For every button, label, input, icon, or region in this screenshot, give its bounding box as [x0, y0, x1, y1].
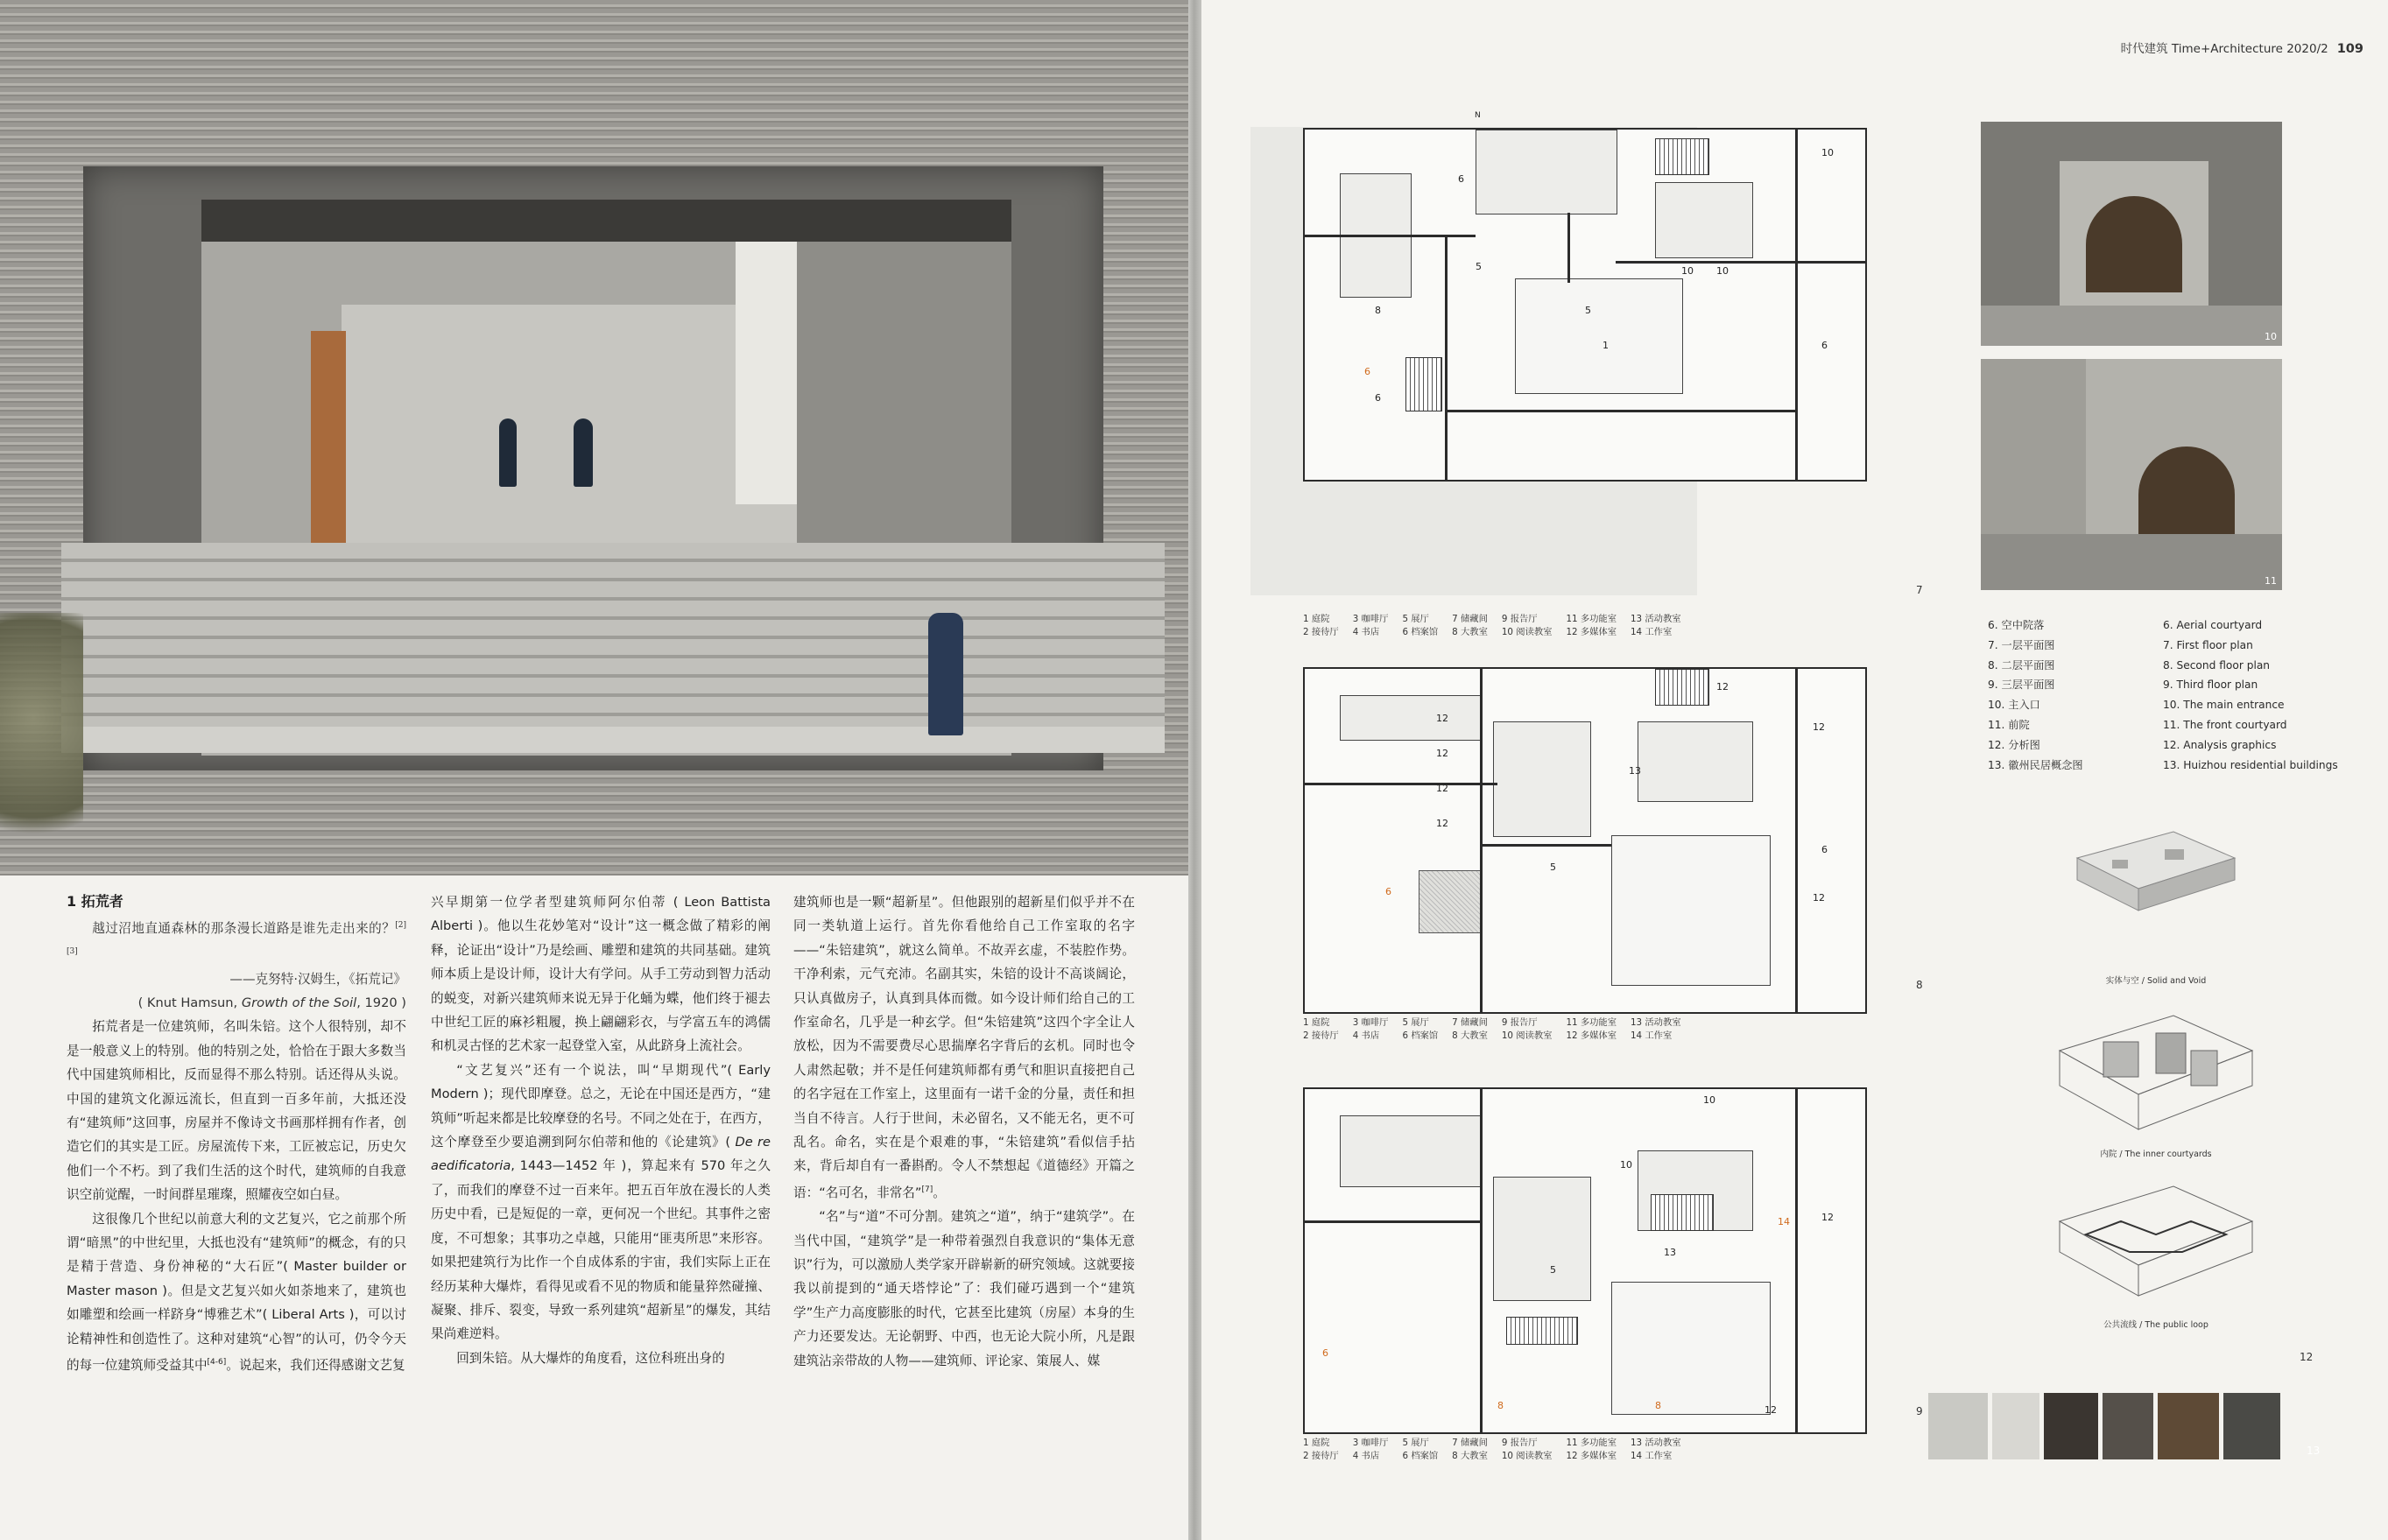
paragraph: “文艺复兴”还有一个说法，叫“早期现代”( Early Modern )；现代即摩登。总之，无论在中国还是西方，“建筑师”听起来都是比较摩登的名号。不同之处在于，在西方，这个摩登至少要追溯到阿尔伯蒂和他的《论建筑》( De re aedificatoria, 1443—1452 年 )，算起来有 570 年之久了，而我们的摩登不过一百来年。把五百年放在漫长的人类历史中看，已是短促的一章，更何况一个世纪。其事件之密度，不可想象；其事功之卓越，只能用“匪夷所思”来形容。如果把建筑行为比作一个自成体系的宇宙，我们实际上正在经历某种大爆炸，看得见或看不见的物质和能量猝然碰撞、凝聚、排斥、裂变，导致一系列建筑“超新星”的爆发，其结果尚难逆料。	[431, 1062, 771, 1342]
paragraph: 这很像几个世纪以前意大利的文艺复兴，它之前那个所谓“暗黑”的中世纪里，大抵也没有“建筑师”的概念，有的只是精于营造、身份神秘的“大石匠”( Master builder or Master mason )。但是文艺复兴如火如荼地来了，建筑也如雕塑和绘画一样跻身“博雅艺术”( Liberal Arts )，可以讨论精神性和创造性了。这种对建筑“心智”的认可，仍令今天的每一位建筑师受益其中[4-6]。说起来，我们还得感谢文艺复	[67, 1211, 406, 1373]
plan-9-legend-tail: 13 活动教室 14 工作室	[1631, 1438, 1681, 1461]
person-silhouette	[574, 418, 593, 487]
plan-7-legend-tail: 13 活动教室 14 工作室	[1631, 614, 1681, 637]
figure-number-7: 7	[1916, 584, 1923, 596]
text-column-2	[431, 890, 771, 1370]
epigraph-attribution: ——克努特·汉姆生，《拓荒记》	[229, 971, 406, 987]
bamboo-plant	[0, 613, 83, 875]
third-floor-plan: 10 10 13 14 12 5 6 8 8 12	[1303, 1087, 1867, 1434]
iso-caption-inner-courtyards: 内院 / The inner courtyards	[2100, 1150, 2212, 1159]
first-floor-plan: 8 6 5 1 5 10 10 10 6 6 6	[1303, 128, 1867, 482]
museum-photo-pioneer	[0, 0, 1188, 875]
plan-9-legend: 1 庭院 3 咖啡厅 5 展厅 7 储藏间 9 报告厅 11 多功能室 2 接待厅 4 书店 6 档案馆 8 大教室 10 阅读教室 12 多媒体室	[1303, 1438, 1617, 1461]
iso-solid-void	[2060, 823, 2252, 919]
iso-inner-courtyards	[2051, 998, 2261, 1138]
north-arrow-label: N	[1475, 111, 1481, 120]
stepped-terrace	[61, 543, 1165, 753]
huizhou-photo-5	[2158, 1393, 2219, 1459]
paragraph: 建筑师也是一颗“超新星”。但他跟别的超新星们似乎并不在同一类轨道上运行。首先你看他给自己工作室取的名字——“朱锫建筑”，就这么简单。不故弄玄虚，不装腔作势。干净利索，元气充沛。名副其实，朱锫的设计不高谈阔论，只认真做房子，认真到具体而微。如今设计师们给自己的工作室命名，几乎是一种玄学。但“朱锫建筑”这四个字全让人放松，因为不需要费尽心思揣摩名字背后的玄机。同时也令人肃然起敬；并不是任何建筑师都有勇气和胆识直接把自己的名字冠在工作室上，这里面有一诺千金的分量，责任和担当自不待言。人行于世间，未必留名，又不能无名，更不可乱名。命名，实在是个艰难的事，“朱锫建筑”看似信手拈来，背后却自有一番斟酌。令人不禁想起《道德经》开篇之语：“名可名，非常名”[7]。	[793, 895, 1135, 1200]
figure-number-9: 9	[1916, 1405, 1923, 1417]
book-gutter	[1188, 0, 1201, 1540]
iso-caption-solid-void: 实体与空 / Solid and Void	[2105, 976, 2207, 986]
figure-caption-1: 1 拓荒者	[67, 893, 123, 910]
figure-number-8: 8	[1916, 979, 1923, 991]
iso-caption-public-loop: 公共流线 / The public loop	[2103, 1320, 2208, 1330]
captions-english: 6. Aerial courtyard 7. First floor plan 8. Second floor plan 9. Third floor plan 10. The main entrance 11. The front courtyard 12. Analysis graphics 13. Huizhou residential buildings	[2163, 619, 2338, 771]
huizhou-photo-1	[1928, 1393, 1988, 1459]
left-page	[0, 0, 1188, 1540]
huizhou-photo-4	[2103, 1393, 2153, 1459]
paragraph: “名”与“道”不可分割。建筑之“道”，纳于“建筑学”。在当代中国，“建筑学”是一种带着强烈自我意识的“集体无意识”行为，可以激励人类学家开辟崭新的研究领域。这就要接我以前提到的“通天塔悖论”了：我们碰巧遇到一个“建筑学”生产力高度膨胀的时代，它甚至比建筑（房屋）本身的生产力还要发达。无论朝野、中西，也无论大院小所，凡是跟建筑沾亲带故的人物——建筑师、评论家、策展人、媒	[793, 1209, 1135, 1368]
huizhou-photo-6	[2223, 1393, 2280, 1459]
paragraph: 回到朱锫。从大爆炸的角度看，这位科班出身的	[456, 1350, 725, 1366]
huizhou-photo-2	[1992, 1393, 2039, 1459]
text-column-3	[793, 890, 1135, 1373]
figure-number-12: 12	[2300, 1351, 2314, 1363]
captions-chinese: 6. 空中院落 7. 一层平面图 8. 二层平面图 9. 三层平面图 10. 主入口 11. 前院 12. 分析图 13. 徽州民居概念图	[1988, 619, 2083, 771]
text-column-1	[67, 914, 406, 1377]
paragraph: 拓荒者是一位建筑师，名叫朱锫。这个人很特别，却不是一般意义上的特别。他的特别之处，恰恰在于跟大多数当代中国建筑师相比，反而显得不那么特别。话还得从头说。中国的建筑文化源远流长，但直到一百多年前，大抵还没有“建筑师”这回事，房屋并不像诗文书画那样拥有作者，创造它们的其实是工匠。房屋流传下来，工匠被忘记，历史欠他们一个不朽。到了我们生活的这个时代，建筑师的自我意识空前觉醒，一时间群星璀璨，照耀夜空如白昼。	[67, 1019, 406, 1203]
photo-main-entrance: 10	[1981, 122, 2282, 346]
iso-public-loop	[2051, 1173, 2261, 1304]
epigraph-source: ( Knut Hamsun, Growth of the Soil, 1920 )	[137, 995, 406, 1010]
photo-front-courtyard: 11	[1981, 359, 2282, 590]
paragraph: 兴早期第一位学者型建筑师阿尔伯蒂 ( Leon Battista Alberti )。他以生花妙笔对“设计”这一概念做了精彩的阐释，论证出“设计”乃是绘画、雕塑和建筑的共同基础。建筑师本质上是设计师，设计大有学问。从手工劳动到智力活动的蜕变，对新兴建筑师来说无异于化蛹为蝶，他们终于褪去中世纪工匠的麻衫粗履，换上翩翩彩衣，与学富五车的鸿儒和机灵古怪的艺术家一起登堂入室，从此跻身上流社会。	[431, 895, 771, 1054]
terrace-ledge	[61, 727, 1165, 753]
plan-7-legend: 1 庭院 3 咖啡厅 5 展厅 7 储藏间 9 报告厅 11 多功能室 2 接待厅 4 书店 6 档案馆 8 大教室 10 阅读教室 12 多媒体室	[1303, 614, 1617, 637]
second-floor-plan: 12 12 12 12 12 13 12 12 5 6 6	[1303, 667, 1867, 1014]
right-page	[1201, 0, 2388, 1540]
running-head: 时代建筑 Time+Architecture 2020/2 109	[2120, 42, 2363, 56]
epigraph: 越过沼地直通森林的那条漫长道路是谁先走出来的？[2][3]	[67, 920, 406, 957]
plan-8-legend-tail: 13 活动教室 14 工作室	[1631, 1017, 1681, 1041]
huizhou-photo-3	[2044, 1393, 2098, 1459]
person-standing	[928, 613, 963, 735]
person-silhouette	[499, 418, 517, 487]
figure-number-13: 13	[2307, 1445, 2321, 1457]
plan-8-legend: 1 庭院 3 咖啡厅 5 展厅 7 储藏间 9 报告厅 11 多功能室 2 接待厅 4 书店 6 档案馆 8 大教室 10 阅读教室 12 多媒体室	[1303, 1017, 1617, 1041]
